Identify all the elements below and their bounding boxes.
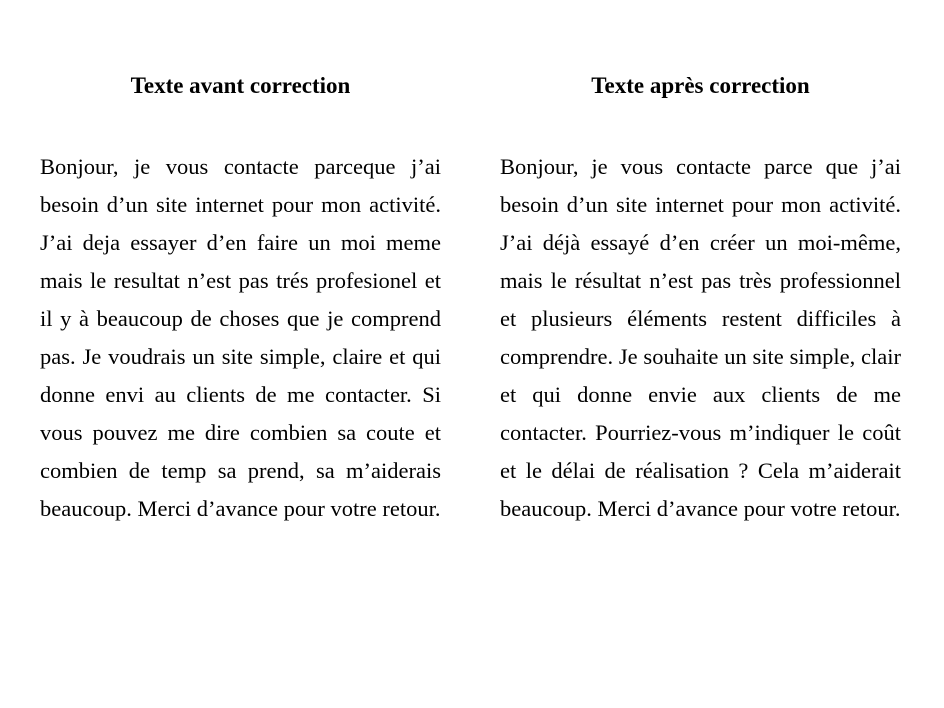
after-correction-text: Bonjour, je vous contacte parce que j’ai besoin d’un site internet pour mon activité. J’ai déjà essayé d’en créer un moi-même, mais le résultat n’est pas très professionnel et plusieurs éléments restent difficiles à comprendre. Je souhaite un site simple, clair et qui donne envie aux clients de me contacter. Pourriez-vous m’indiquer le coût et le délai de réalisation ? Cela m’aiderait beaucoup. Merci d’avance pour votre retour.	[500, 154, 901, 521]
after-correction-title: Texte après correction	[591, 73, 810, 98]
before-correction-text: Bonjour, je vous contacte parceque j’ai besoin d’un site internet pour mon activité. J’ai deja essayer d’en faire un moi meme mais le resultat n’est pas trés profesionel et il y à beaucoup de choses que je comprend pas. Je voudrais un site simple, claire et qui donne envi au clients de me contacter. Si vous pouvez me dire combien sa coute et combien de temp sa prend, sa m’aiderais beaucoup. Merci d’avance pour votre retour.	[40, 154, 441, 521]
before-correction-title: Texte avant correction	[130, 73, 351, 98]
